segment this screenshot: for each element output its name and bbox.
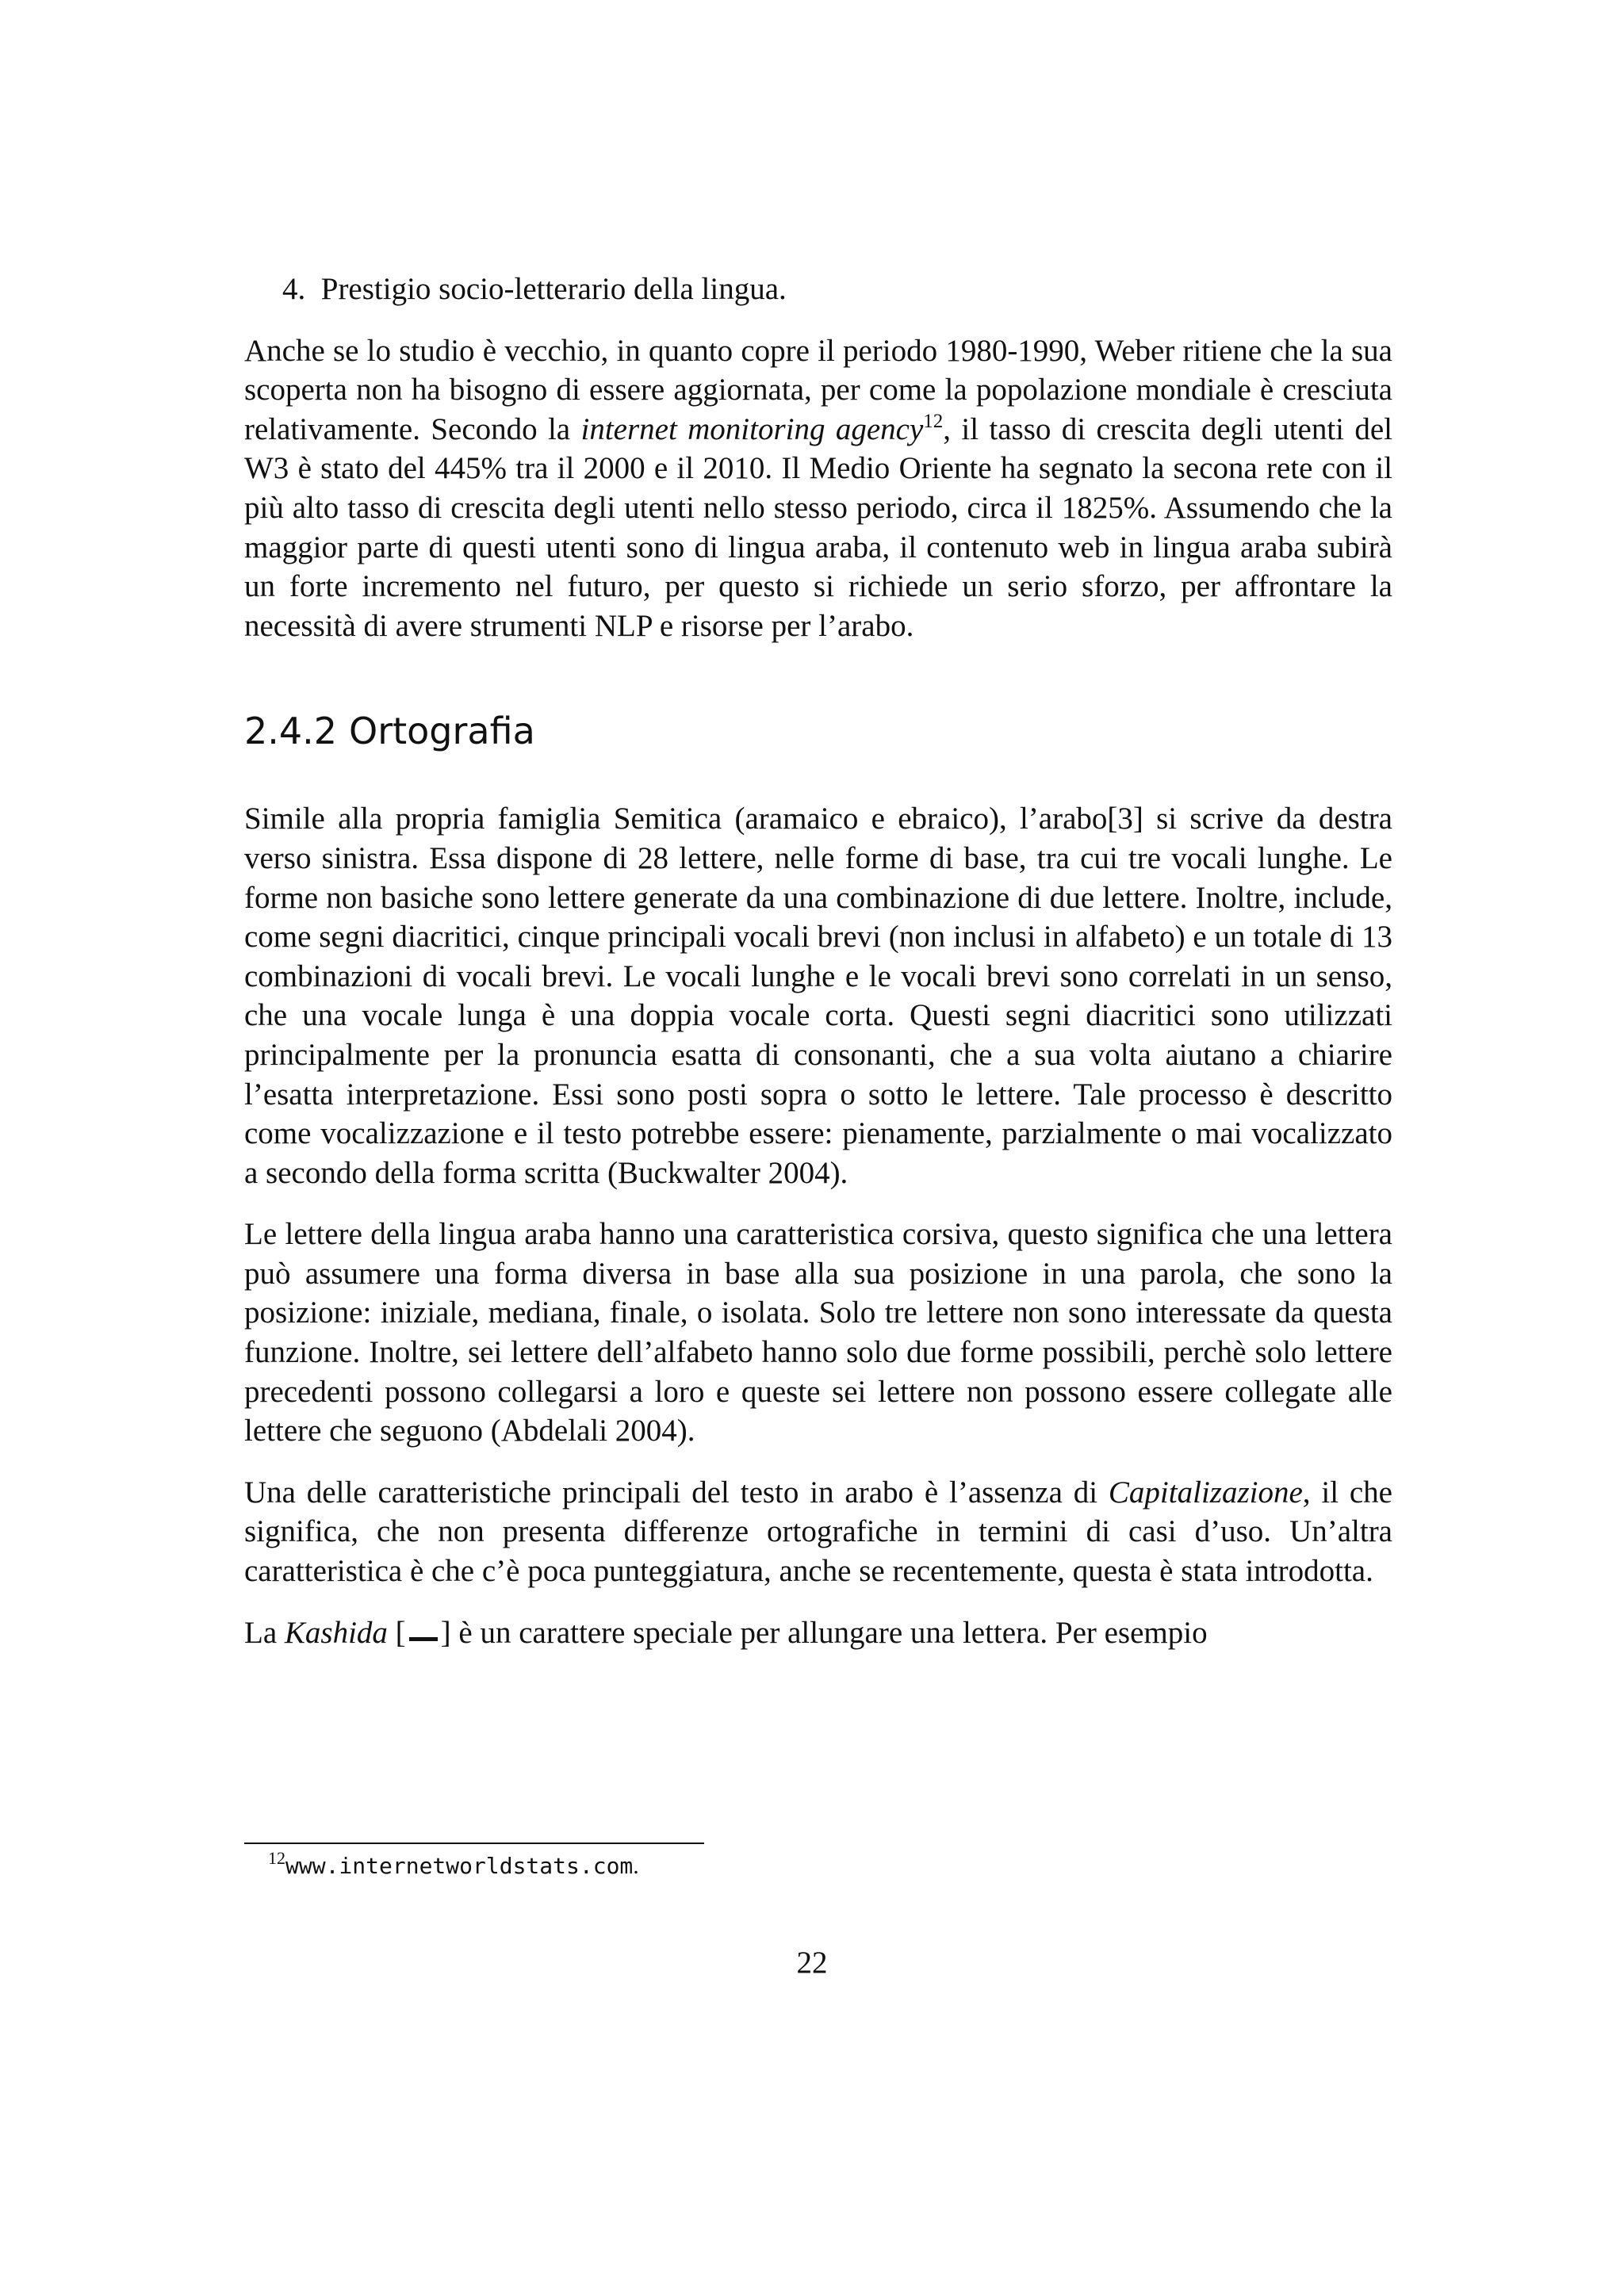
paragraph-capitalization — [244, 1473, 1392, 1591]
paragraph-capitalization-emphasis: Capitalizazione — [1108, 1475, 1303, 1510]
page-number: 22 — [796, 1946, 828, 1980]
kashida-glyph-icon — [409, 1632, 438, 1641]
paragraph-kashida-pre: La — [244, 1615, 285, 1650]
footnote — [268, 1850, 639, 1882]
paragraph-kashida-emphasis: Kashida — [284, 1615, 388, 1650]
footnote-reference[interactable]: 12 — [923, 410, 944, 432]
kashida-bracket-close: ] — [440, 1615, 451, 1650]
footnote-mark: 12 — [268, 1848, 285, 1868]
section-number: 2.4.2 — [244, 710, 338, 753]
paragraph-growth-pre: Anche se lo studio è vecchio, in quanto copre il periodo 1980-1990, Weber ritiene che la sua scoperta non ha bisogno di essere aggiornata, per come la popolazione mondiale è cresciuta relativamente. Secondo la — [244, 333, 1392, 446]
page-body — [244, 270, 1392, 1674]
paragraph-cursive: Le lettere della lingua araba hanno una caratteristica corsiva, questo significa che una lettera può assumere una forma diversa in base alla sua posizione in una parola, che sono la posizione: iniziale, mediana, finale, o isolata. Solo tre lettere non sono interessate da questa funzione. Inoltre, sei lettere dell’alfabeto hanno solo due forme possibili, perchè solo lettere precedenti possono collegarsi a loro e queste sei lettere non possono essere collegate alle lettere che seguono (Abdelali 2004). — [244, 1217, 1392, 1448]
paragraph-capitalization-pre: Una delle caratteristiche principali del testo in arabo è l’assenza di — [244, 1475, 1109, 1510]
footnote-divider — [244, 1843, 704, 1844]
paragraph-orthography: Simile alla propria famiglia Semitica (aramaico e ebraico), l’arabo[3] si scrive da destra verso sinistra. Essa dispone di 28 lettere, nelle forme di base, tra cui tre vocali lunghe. Le forme non basiche sono lettere generate da una combinazione di due lettere. Inoltre, include, come segni diacritici, cinque principali vocali brevi (non inclusi in alfabeto) e un totale di 13 combinazioni di vocali brevi. Le vocali lunghe e le vocali brevi sono correlati in un senso, che una vocale lunga è una doppia vocale corta. Questi segni diacritici sono utilizzati principalmente per la pronuncia esatta di consonanti, che a sua volta aiutano a chiarire l’esatta interpretazione. Essi sono posti sopra o sotto le lettere. Tale processo è descritto come vocalizzazione e il testo potrebbe essere: pienamente, parzialmente o mai vocalizzato a secondo della forma scritta (Buckwalter 2004). — [244, 802, 1392, 1190]
paragraph-capitalization-post: , il che significa, che non presenta differenze ortografiche in termini di casi d’uso. Un’altra caratteristica è che c’è poca punteggiatura, anche se recentemente, questa è stata introdotta. — [244, 1475, 1392, 1589]
paragraph-growth — [244, 331, 1392, 646]
paragraph-growth-post: , il tasso di crescita degli utenti del W3 è stato del 445% tra il 2000 e il 2010. Il Medio Oriente ha segnato la secona rete con il più alto tasso di crescita degli utenti nello stesso periodo, circa il 1825%. Assumendo che la maggior parte di questi utenti sono di lingua araba, il contenuto web in lingua araba subirà un forte incremento nel futuro, per questo si richiede un serio sforzo, per affrontare la necessità di avere strumenti NLP e risorse per l’arabo. — [244, 411, 1393, 643]
kashida-bracket-open: [ — [387, 1615, 406, 1650]
paragraph-kashida-post: è un carattere speciale per allungare una lettera. Per esempio — [450, 1615, 1208, 1650]
paragraph-kashida — [244, 1613, 1392, 1653]
section-title: Ortografia — [349, 710, 535, 753]
list-item-text: Prestigio socio-letterario della lingua. — [320, 272, 787, 306]
paragraph-growth-emphasis: internet monitoring agency — [580, 411, 924, 446]
footnote-trailing: . — [633, 1853, 639, 1879]
list-item-marker: 4. — [282, 272, 306, 306]
footnote-url[interactable]: www.internetworldstats.com — [285, 1853, 634, 1879]
list-item — [244, 270, 1392, 309]
section-heading — [244, 709, 1392, 753]
